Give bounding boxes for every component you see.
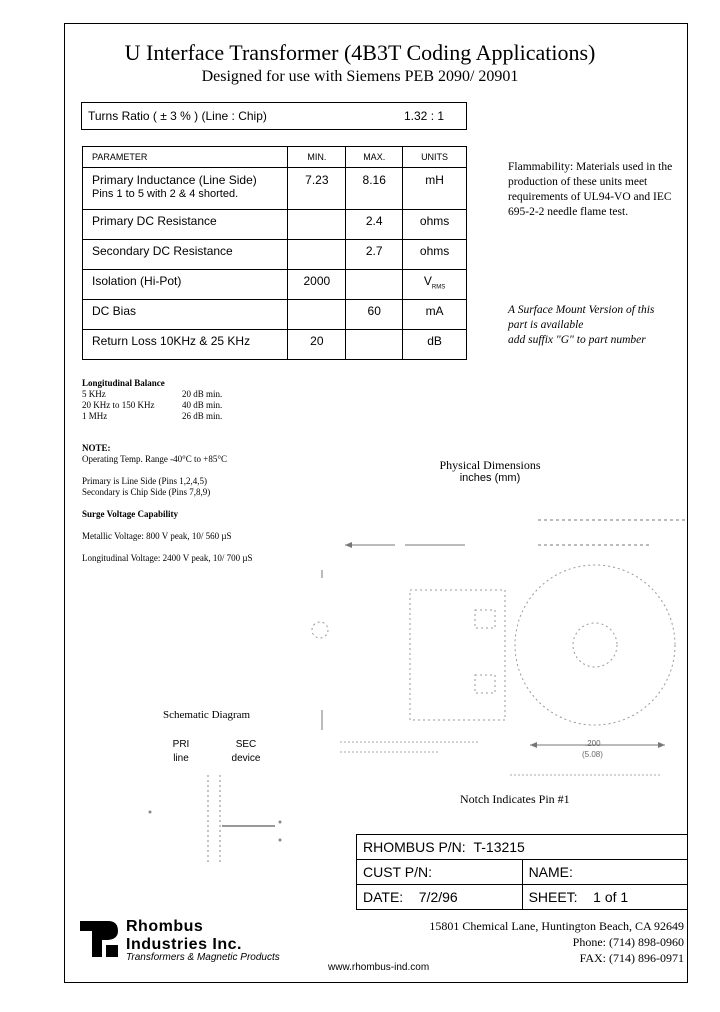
physical-dimensions-drawing — [290, 500, 690, 790]
side-pin — [312, 622, 328, 638]
date-cell — [357, 885, 523, 910]
arrow-head — [530, 742, 537, 748]
pri-label: PRI — [172, 739, 190, 750]
header-parameter: PARAMETER — [83, 147, 288, 168]
dimensions-title — [420, 459, 560, 485]
pin-dot — [149, 811, 152, 814]
spec-table — [82, 146, 467, 360]
schematic-pri-label — [166, 738, 196, 766]
notes-section — [82, 443, 282, 564]
surge-longitudinal: Longitudinal Voltage: 2400 V peak, 10/ 700 µS — [82, 553, 253, 563]
turns-ratio-label: Turns Ratio ( ± 3 % ) (Line : Chip) — [88, 109, 267, 123]
units-cell: mA — [403, 300, 467, 330]
company-name — [126, 918, 242, 954]
freq-value: 20 dB min. — [182, 389, 223, 399]
sheet-label: SHEET: — [528, 889, 578, 905]
smt-line: add suffix "G" to part number — [508, 334, 646, 346]
table-row — [83, 168, 467, 210]
sheet-value: 1 of 1 — [593, 889, 629, 905]
pri-sublabel: line — [173, 753, 189, 764]
header-max: MAX. — [346, 147, 403, 168]
list-item — [82, 411, 262, 422]
header-units: UNITS — [403, 147, 467, 168]
note-temp: Operating Temp. Range -40°C to +85°C — [82, 454, 227, 464]
schematic-title: Schematic Diagram — [163, 709, 251, 721]
date-label: DATE: — [363, 889, 404, 905]
notch-note: Notch Indicates Pin #1 — [460, 792, 570, 806]
max-cell — [346, 270, 403, 300]
param-cell: Return Loss 10KHz & 25 KHz — [83, 330, 288, 360]
min-cell: 7.23 — [288, 168, 346, 210]
sheet-cell — [522, 885, 687, 910]
max-cell: 2.4 — [346, 210, 403, 240]
note-secondary: Secondary is Chip Side (Pins 7,8,9) — [82, 487, 211, 497]
company-name-line: Rhombus — [126, 918, 204, 935]
units-cell: ohms — [403, 210, 467, 240]
freq-value: 40 dB min. — [182, 400, 223, 410]
table-row — [83, 300, 467, 330]
max-cell: 2.7 — [346, 240, 403, 270]
units-subscript: RMS — [431, 284, 446, 291]
turns-ratio-box — [81, 102, 467, 130]
min-cell — [288, 300, 346, 330]
smt-note — [508, 303, 683, 348]
document-subtitle: Designed for use with Siemens PEB 2090/ 20901 — [201, 68, 519, 85]
company-tagline: Transformers & Magnetic Products — [126, 952, 280, 963]
document-title: U Interface Transformer (4B3T Coding Applications) — [124, 40, 596, 65]
param-cell: Secondary DC Resistance — [83, 240, 288, 270]
pn-value: T-13215 — [473, 839, 525, 855]
table-row — [83, 330, 467, 360]
rhombus-pn-cell — [357, 835, 688, 860]
cust-pn-cell: CUST P/N: — [357, 860, 523, 885]
param-cell: DC Bias — [83, 300, 288, 330]
param-detail: Pins 1 to 5 with 2 & 4 shorted. — [92, 188, 239, 200]
section-title: NOTE: — [82, 443, 111, 453]
rhombus-logo-icon — [78, 919, 122, 959]
dimensions-units-line: inches (mm) — [459, 472, 521, 484]
sec-label: SEC — [235, 739, 257, 750]
max-cell: 8.16 — [346, 168, 403, 210]
freq-label: 1 MHz — [82, 411, 108, 421]
pin-dot — [279, 821, 282, 824]
min-cell: 2000 — [288, 270, 346, 300]
list-item — [82, 400, 262, 411]
max-cell: 60 — [346, 300, 403, 330]
company-phone: Phone: (714) 898-0960 — [572, 935, 684, 949]
max-cell — [346, 330, 403, 360]
sec-sublabel: device — [231, 753, 261, 764]
company-fax: FAX: (714) 896-0971 — [579, 951, 684, 965]
list-item — [82, 389, 262, 400]
surge-metallic: Metallic Voltage: 800 V peak, 10/ 560 µS — [82, 531, 232, 541]
name-cell: NAME: — [522, 860, 687, 885]
schematic-diagram — [140, 770, 290, 870]
pin-pad — [475, 610, 495, 628]
company-address: 15801 Chemical Lane, Huntington Beach, CA 92649 — [429, 919, 684, 933]
note-primary: Primary is Line Side (Pins 1,2,4,5) — [82, 476, 207, 486]
min-cell — [288, 240, 346, 270]
param-cell — [83, 168, 288, 210]
units-value: V — [423, 274, 432, 288]
top-view-outline — [515, 565, 675, 725]
param-cell: Isolation (Hi-Pot) — [83, 270, 288, 300]
table-row — [83, 210, 467, 240]
pin-dot — [279, 839, 282, 842]
smt-line: A Surface Mount Version of this — [508, 304, 655, 316]
units-cell — [403, 270, 467, 300]
dimensions-title-line: Physical Dimensions — [439, 458, 541, 472]
freq-label: 5 KHz — [82, 389, 106, 399]
width-label: .200 — [585, 739, 601, 748]
pn-label: RHOMBUS P/N: — [363, 839, 466, 855]
header-min: MIN. — [288, 147, 346, 168]
param-name: Primary Inductance (Line Side) — [92, 173, 257, 187]
company-name-line: Industries Inc. — [126, 936, 242, 953]
min-cell: 20 — [288, 330, 346, 360]
flammability-note: Flammability: Materials used in the production of these units meet requirements of UL94-VO and IEC 695-2-2 needle flame test. — [508, 161, 673, 218]
arrow-head — [345, 542, 352, 548]
table-row — [83, 270, 467, 300]
turns-ratio-value: 1.32 : 1 — [404, 109, 445, 123]
section-title: Surge Voltage Capability — [82, 509, 179, 519]
smt-line: part is available — [508, 319, 584, 331]
company-address-block — [390, 918, 684, 966]
freq-value: 26 dB min. — [182, 411, 223, 421]
longitudinal-balance — [82, 378, 262, 422]
param-cell: Primary DC Resistance — [83, 210, 288, 240]
center-hole — [573, 623, 617, 667]
min-cell — [288, 210, 346, 240]
width-label-mm: (5.08) — [582, 750, 603, 759]
company-website[interactable]: www.rhombus-ind.com — [328, 962, 430, 973]
units-cell: ohms — [403, 240, 467, 270]
spec-header-row — [83, 147, 467, 168]
arrow-head — [658, 742, 665, 748]
table-row — [83, 240, 467, 270]
pin-pad — [475, 675, 495, 693]
units-cell: dB — [403, 330, 467, 360]
freq-label: 20 KHz to 150 KHz — [82, 400, 155, 410]
schematic-sec-label — [226, 738, 266, 766]
date-value: 7/2/96 — [418, 889, 458, 905]
title-block — [356, 834, 688, 910]
section-title: Longitudinal Balance — [82, 378, 165, 388]
units-cell: mH — [403, 168, 467, 210]
